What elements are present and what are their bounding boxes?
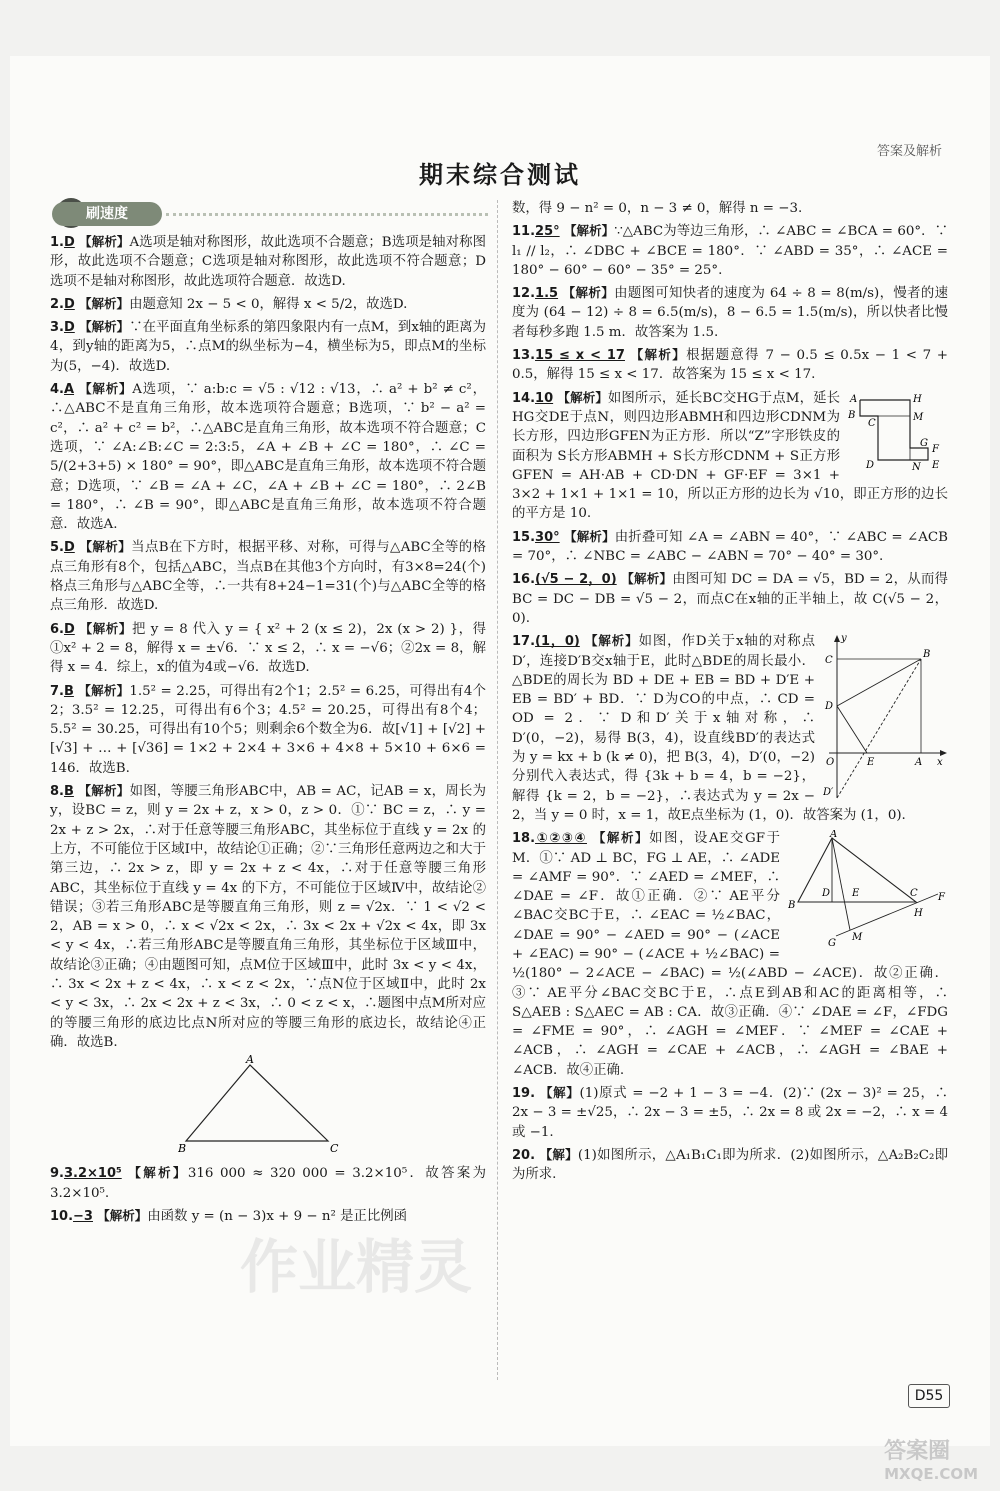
svg-text:D: D <box>825 701 834 713</box>
answer-item-13: 13.15 ≤ x < 17 【解析】根据题意得 7 − 0.5 ≤ 0.5x − 1 < 7 + 0.5，解得 15 ≤ x < 17．故答案为 15 ≤ x < 17. <box>512 347 948 383</box>
answer-item-11: 11.25° 【解析】∵△ABC为等边三角形，∴ ∠ABC = ∠BCA = 60°．∵ l₁ // l₂，∴ ∠DBC + ∠BCE = 180°．∵ ∠ABD = 35°，∴ ∠ACE = 180° − 60° − 60° − 35° = 25°. <box>512 223 948 278</box>
page-number: D55 <box>908 1384 950 1408</box>
svg-text:y: y <box>841 633 847 645</box>
answer-item-9: 9.3.2×10⁵ 【解析】316 000 ≈ 320 000 = 3.2×10⁵．故答案为 3.2×10⁵. <box>50 1165 486 1201</box>
header-label: 答案及解析 <box>876 144 942 159</box>
answer-item-1: 1.D 【解析】A选项是轴对称图形，故此选项不合题意；B选项是轴对称图形，故此选项不合题意；C选项是轴对称图形，故此选项不符合题意；D选项不是轴对称图形，故此选项符合题意．故选D. <box>50 234 486 289</box>
svg-text:C: C <box>910 888 918 900</box>
svg-text:x: x <box>937 757 943 769</box>
triangle-figure-8 <box>50 1055 486 1161</box>
answer-item-18: A B D E C F H G M 18.①②③④ 【解析】如图，设AE交GF于M．①∵ AD ⊥ BC，FG ⊥ AE，∴ ∠ADE = ∠AMF = 90°．∵ ∠AED = ∠MEF，∴ ∠DAE = ∠F．故①正确．②∵ AE平分∠BAC交BC于E，∴ ∠EAC = ½∠BAC，∠DAE = 90° − ∠AED = 90° − (∠ACE + ∠EAC) = 90° − (∠ACE + ½∠BAC) = ½(180° − 2∠ACE − ∠BAC) = ½(∠ABD − ∠ACE)．故②正确．③∵ AE平分∠BAC交BC于E，∴点E到AB和AC的距离相等，∴ S△AEB : S△AEC = AB : CA．故③正确．④∵ ∠DAE = ∠F，∠FDG = ∠FME = 90°，∴ ∠AGH = ∠MEF．∵ ∠MEF = ∠CAE + ∠ACB，∴ ∠AGH = ∠CAE + ∠ACB，∴ ∠AGH = ∠BAE + ∠ACB．故④正确. <box>512 830 948 1078</box>
answer-item-7: 7.B 【解析】1.5² = 2.25，可得出有2个1；2.5² = 6.25，可得出有4个2；3.5² = 12.25，可得出有6个3；4.5² = 20.25，可得出有8个4；5.5² = 30.25，可得出有10个5；则剩余6个数全为6．故[√1] + [√2] + [√3] + … + [√36] = 1×2 + 2×4 + 3×6 + 4×8 + 5×10 + 6×6 = 146．故选B. <box>50 682 486 776</box>
svg-text:E: E <box>867 757 875 769</box>
column-divider <box>497 200 498 1380</box>
section-divider <box>166 213 488 216</box>
svg-text:B: B <box>923 649 931 661</box>
left-column <box>50 232 486 1229</box>
svg-text:H: H <box>913 393 922 405</box>
answer-item-16: 16.(√5 − 2，0) 【解析】由图可知 DC = DA = √5，BD = 2，从而得 BC = DC − DB = √5 − 2，而点C在x轴的正半轴上，故 C(√5 − 2，0). <box>512 571 948 626</box>
svg-text:A: A <box>915 757 923 769</box>
answer-item-5: 5.D 【解析】当点B在下方时，根据平移、对称，可得与△ABC全等的格点三角形有8个，包括△ABC，当点B在其他3个方向时，有3×8=24(个)格点三角形与△ABC全等，∴一共有8+24−1=31(个)与△ABC全等的格点三角形．故选D. <box>50 539 486 614</box>
svg-text:A: A <box>830 830 838 841</box>
answer-item-14: A H B C M G F D N E 14.10 【解析】如图所示，延长BC交HG于点M，延长HG交DE于点N，则四边形ABMH和四边形CDNM为长方形，四边形GFEN为正方形．所以“Z”字形铁皮的面积为 S长方形ABMH + S长方形CDNM + S正方形GFEN = AH·AB + CD·DN + GF·EF = 3×1 + 3×2 + 1×1 + 1×1 = 10，所以正方形的边长为 √10，即正方形的边长的平方是 10. <box>512 389 948 522</box>
section-badge: 刷速度 <box>52 202 162 226</box>
answer-item-20: 20. 【解】(1)如图所示，△A₁B₁C₁即为所求．(2)如图所示，△A₂B₂C₂即为所求. <box>512 1146 948 1183</box>
answer-item-17: y x C B D O E A D′ 17.(1，0) 【解析】如图，作D关于x轴的对称点D′，连接D′B交x轴于E，此时△BDE的周长最小．△BDE的周长为 BD + DE + EB = BD + D′E + EB = BD′ + BD．∵ D为CO的中点，∴ CD = OD = 2．∵ D和D′关于x轴对称，∴ D′(0，−2)，易得 B(3，4)，设直线BD′的表达式为 y = kx + b (k ≠ 0)，把 B(3，4)，D′(0，−2) 分别代入表达式，得 {3k + b = 4，b = −2}，解得 {k = 2，b = −2}，∴表达式为 y = 2x − 2，当 y = 0 时，x = 1，故E点坐标为 (1，0)．故答案为 (1，0). <box>512 631 948 825</box>
answer-item-15: 15.30° 【解析】由折叠可知 ∠A = ∠ABN = 40°，∵ ∠ABC = ∠ACB = 70°，∴ ∠NBC = ∠ABC − ∠ABN = 70° − 40° = 30°. <box>512 528 948 565</box>
answer-item-12: 12.1.5 【解析】由题图可知快者的速度为 64 ÷ 8 = 8(m/s)，慢者的速度为 (64 − 12) ÷ 8 = 6.5(m/s)，8 − 6.5 = 1.5(m/s)，所以快者比慢者每秒多跑 1.5 m．故答案为 1.5. <box>512 285 948 340</box>
svg-text:D: D <box>822 888 831 900</box>
svg-text:C: C <box>868 417 876 429</box>
svg-text:H: H <box>914 908 923 920</box>
svg-text:N: N <box>912 461 921 470</box>
answer-item-4: 4.A 【解析】A选项，∵ a:b:c = √5 : √12 : √13，∴ a² + b² ≠ c²，∴△ABC不是直角三角形，故本选项符合题意；B选项，∵ b² − a² = c²，∴ a² + c² = b²，∴△ABC是直角三角形，故本选项不符合题意；C选项，∵ ∠A:∠B:∠C = 2:3:5，∠A + ∠B + ∠C = 180°，∴ ∠C = 5/(2+3+5) × 180° = 90°，即△ABC是直角三角形，故本选项不符合题意；D选项，∵ ∠B = ∠A + ∠C，∠A + ∠B + ∠C = 180°，∴ 2∠B = 180°，∴ ∠B = 90°，即△ABC是直角三角形，故本选项不符合题意．故选A. <box>50 381 486 533</box>
answer-item-10-cont: 数，得 9 − n² = 0，n − 3 ≠ 0，解得 n = −3. <box>512 201 803 216</box>
svg-text:D: D <box>866 459 875 470</box>
svg-text:C: C <box>825 655 833 667</box>
svg-text:A: A <box>850 393 858 405</box>
tri8-label-c: C <box>330 1142 339 1156</box>
svg-text:M: M <box>852 932 863 944</box>
tri8-label-a: A <box>246 1055 254 1067</box>
right-column <box>512 199 948 1188</box>
answer-item-8: 8.B 【解析】如图，等腰三角形ABC中，AB = AC，记AB = x，周长为y，设BC = z，则 y = 2x + z，x > 0，z > 0．①∵ BC = z，∴ y = 2x + z > 2x，∴对于任意等腰三角形ABC，其坐标位于直线 y = 2x 的上方，不可能位于区域Ⅰ中，故结论①正确；②∵三角形任意两边之和大于第三边，∴ 2x > z，即 y = 2x + z < 4x，∴对于任意等腰三角形ABC，其坐标位于直线 y = 4x 的下方，不可能位于区域Ⅳ中，故结论②错误；③若三角形ABC是等腰直角三角形，则 z = √2x．∵ 1 < √2 < 2，AB = x > 0，∴ x < √2x < 2x，∴ 3x < 2x + √2x < 4x，即 3x < y < 4x，∴若三角形ABC是等腰直角三角形，其坐标位于区域Ⅲ中，故结论③正确；④由题图可知，点M位于区域Ⅲ中，此时 3x < y < 4x，∴ 3x < 2x + z < 4x，∴ x < z < 2x，∵点N位于区域Ⅱ中，此时 2x < y < 3x，∴ 2x < 2x + z < 3x，∴ 0 < z < x，∴题图中点M所对应的等腰三角形的底边比点N所对应的等腰三角形的底边长，故结论④正确．故选B. <box>50 783 486 1050</box>
site-logo: 答案圈 MXQE.COM <box>884 1439 978 1483</box>
svg-text:G: G <box>828 938 836 950</box>
page-title: 期末综合测试 <box>419 161 581 189</box>
svg-text:E: E <box>852 888 860 900</box>
answer-item-2: 2.D 【解析】由题意知 2x − 5 < 0，解得 x < 5/2，故选D. <box>50 295 408 312</box>
svg-text:F: F <box>938 892 945 904</box>
answer-item-3: 3.D 【解析】∵在平面直角坐标系的第四象限内有一点M，到x轴的距离为4，到y轴的距离为5，∴点M的纵坐标为−4，横坐标为5，即点M的坐标为(5，−4)．故选D. <box>50 319 486 374</box>
answer-item-10: 10.−3 【解析】由函数 y = (n − 3)x + 9 − n² 是正比例函 <box>50 1208 408 1225</box>
svg-text:D′: D′ <box>823 787 834 799</box>
svg-text:E: E <box>932 459 940 470</box>
coordinate-figure-17 <box>823 633 948 803</box>
answer-item-19: 19. 【解】(1)原式 = −2 + 1 − 3 = −4．(2)∵ (2x − 3)² = 25，∴ 2x − 3 = ±√25，∴ 2x − 3 = ±5，∴ 2x = 8 或 2x = −2，∴ x = 4 或 −1. <box>512 1085 948 1140</box>
svg-text:B: B <box>788 900 796 912</box>
svg-text:M: M <box>913 411 924 423</box>
svg-text:B: B <box>848 409 856 421</box>
svg-text:O: O <box>826 757 835 769</box>
tri8-label-b: B <box>178 1142 187 1156</box>
svg-text:F: F <box>932 443 939 455</box>
z-shape-figure-14 <box>848 390 948 470</box>
answer-item-6: 6.D 【解析】把 y = 8 代入 y = { x² + 2 (x ≤ 2)，2x (x > 2) }，得①x² + 2 = 8，解得 x = ±√6．∵ x ≤ 2，∴ x = −√6；②2x = 8，解得 x = 4．综上，x的值为4或−√6．故选D. <box>50 620 486 676</box>
triangle-figure-18 <box>788 830 948 950</box>
svg-text:G: G <box>920 437 928 449</box>
